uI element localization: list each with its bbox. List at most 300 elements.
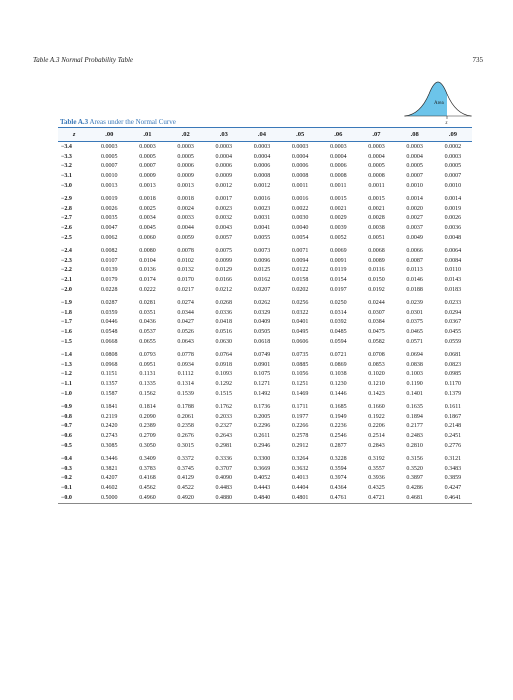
probability-cell: 0.0548 — [101, 329, 118, 336]
probability-cell: 0.0004 — [406, 153, 423, 160]
probability-cell: 0.1151 — [101, 371, 118, 378]
probability-cell: 0.0012 — [215, 183, 233, 190]
probability-cell: 0.0011 — [368, 183, 385, 190]
probability-cell: 0.0003 — [330, 143, 347, 150]
probability-cell: 0.1977 — [291, 413, 309, 420]
probability-cell: 0.1271 — [253, 381, 271, 388]
probability-cell: 0.0006 — [291, 163, 309, 170]
probability-cell: 0.3483 — [444, 465, 462, 472]
probability-cell: 0.1492 — [253, 391, 271, 398]
probability-cell: 0.0427 — [177, 319, 194, 326]
probability-cell: 0.2912 — [291, 443, 309, 449]
probability-cell: 0.0307 — [368, 309, 385, 316]
probability-cell: 0.0192 — [368, 287, 385, 294]
probability-cell: 0.0089 — [368, 257, 385, 264]
probability-cell: 0.0934 — [177, 361, 194, 368]
table-caption-text: Areas under the Normal Curve — [88, 118, 176, 126]
probability-cell: 0.2981 — [215, 443, 233, 449]
column-header-z: z — [58, 128, 90, 142]
z-axis-label: z — [445, 121, 448, 126]
probability-cell: 0.0032 — [215, 215, 233, 222]
area-label: Area — [434, 101, 444, 106]
probability-cell: 0.0505 — [253, 329, 271, 336]
probability-cell: 0.0007 — [406, 173, 423, 180]
probability-cell: 0.0537 — [139, 329, 156, 336]
column-header: .07 — [357, 128, 395, 142]
probability-cell: 0.0985 — [444, 371, 462, 378]
probability-cell: 0.0033 — [177, 215, 194, 222]
table-body — [58, 142, 472, 504]
table-row — [58, 223, 472, 233]
z-value-cell: −1.7 — [61, 319, 72, 326]
probability-cell: 0.1788 — [177, 403, 194, 410]
probability-cell: 0.0071 — [291, 247, 309, 254]
z-value-cell: −3.4 — [61, 143, 72, 150]
probability-cell: 0.3446 — [101, 455, 118, 462]
probability-cell: 0.1075 — [253, 371, 271, 378]
probability-cell: 0.4920 — [167, 493, 205, 503]
probability-cell: 0.0003 — [101, 143, 118, 150]
probability-cell: 0.3192 — [368, 455, 385, 462]
probability-cell: 0.0436 — [139, 319, 156, 326]
probability-cell: 0.0023 — [215, 205, 233, 212]
probability-cell: 0.0401 — [291, 319, 309, 326]
probability-cell: 0.0630 — [215, 339, 233, 346]
probability-cell: 0.0250 — [330, 299, 347, 306]
probability-cell: 0.0154 — [330, 277, 347, 284]
column-header: .02 — [167, 128, 205, 142]
probability-cell: 0.0014 — [406, 195, 423, 202]
probability-cell: 0.3121 — [444, 455, 462, 462]
probability-cell: 0.0013 — [177, 183, 194, 190]
probability-cell: 0.0197 — [330, 287, 347, 294]
z-value-cell: −1.8 — [61, 309, 72, 316]
table-row — [58, 431, 472, 441]
probability-cell: 0.0024 — [177, 205, 194, 212]
z-value-cell: −0.4 — [61, 455, 72, 462]
page-header — [33, 56, 483, 70]
probability-cell: 0.4247 — [444, 485, 462, 492]
probability-cell: 0.0146 — [406, 277, 423, 284]
probability-cell: 0.4483 — [215, 485, 233, 492]
probability-cell: 0.0066 — [406, 247, 423, 254]
column-header: .00 — [90, 128, 128, 142]
probability-cell: 0.4801 — [281, 493, 319, 503]
probability-cell: 0.2266 — [291, 423, 309, 430]
probability-cell: 0.0183 — [444, 287, 462, 294]
z-value-cell: −0.0 — [58, 493, 90, 503]
probability-cell: 0.0110 — [444, 267, 462, 274]
probability-cell: 0.1251 — [291, 381, 309, 388]
probability-cell: 0.0021 — [368, 205, 385, 212]
probability-cell: 0.4404 — [291, 485, 309, 492]
probability-cell: 0.0359 — [101, 309, 118, 316]
probability-cell: 0.0003 — [444, 153, 462, 160]
probability-cell: 0.0030 — [291, 215, 309, 222]
probability-cell: 0.0764 — [215, 351, 233, 358]
probability-cell: 0.1038 — [330, 371, 347, 378]
probability-cell: 0.2676 — [177, 433, 194, 440]
probability-cell: 0.1660 — [368, 403, 385, 410]
probability-cell: 0.2061 — [177, 413, 194, 420]
probability-cell: 0.4168 — [139, 475, 156, 482]
probability-cell: 0.0069 — [330, 247, 347, 254]
probability-cell: 0.0038 — [368, 225, 385, 232]
table-row — [58, 464, 472, 474]
probability-cell: 0.0158 — [291, 277, 309, 284]
probability-cell: 0.0068 — [368, 247, 385, 254]
probability-cell: 0.0582 — [368, 339, 385, 346]
z-value-cell: −2.1 — [61, 277, 72, 284]
probability-cell: 0.0132 — [177, 267, 194, 274]
probability-cell: 0.0011 — [292, 183, 309, 190]
table-row — [58, 191, 472, 204]
probability-cell: 0.0010 — [101, 173, 118, 180]
probability-cell: 0.0043 — [215, 225, 233, 232]
probability-cell: 0.0179 — [101, 277, 118, 284]
z-value-cell: −1.9 — [61, 299, 72, 306]
probability-cell: 0.3594 — [330, 465, 347, 472]
probability-cell: 0.2033 — [215, 413, 233, 420]
probability-cell: 0.0344 — [177, 309, 194, 316]
probability-cell: 0.0004 — [368, 153, 385, 160]
page-number: 735 — [472, 56, 483, 64]
probability-cell: 0.0367 — [444, 319, 462, 326]
probability-cell: 0.2119 — [101, 413, 118, 420]
probability-cell: 0.0019 — [444, 205, 462, 212]
probability-cell: 0.0023 — [253, 205, 271, 212]
probability-cell: 0.0006 — [330, 163, 347, 170]
probability-cell: 0.0455 — [444, 329, 462, 336]
probability-cell: 0.0008 — [291, 173, 309, 180]
probability-cell: 0.0129 — [215, 267, 233, 274]
probability-cell: 0.0918 — [215, 361, 233, 368]
z-value-cell: −0.6 — [61, 433, 72, 440]
probability-cell: 0.2776 — [444, 443, 462, 449]
probability-cell: 0.0708 — [368, 351, 385, 358]
probability-cell: 0.0418 — [215, 319, 233, 326]
z-value-cell: −2.7 — [61, 215, 72, 222]
probability-cell: 0.2946 — [253, 443, 271, 449]
probability-cell: 0.0735 — [291, 351, 309, 358]
probability-cell: 0.3669 — [253, 465, 271, 472]
probability-cell: 0.2877 — [330, 443, 347, 449]
probability-cell: 0.0139 — [101, 267, 118, 274]
probability-cell: 0.0655 — [139, 339, 156, 346]
probability-cell: 0.0384 — [368, 319, 385, 326]
z-value-cell: −0.9 — [61, 403, 72, 410]
probability-cell: 0.0202 — [291, 287, 309, 294]
probability-cell: 0.0010 — [444, 183, 462, 190]
probability-cell: 0.0004 — [330, 153, 347, 160]
probability-cell: 0.0571 — [406, 339, 423, 346]
probability-cell: 0.0721 — [330, 351, 347, 358]
probability-cell: 0.0869 — [330, 361, 347, 368]
column-header: .08 — [396, 128, 434, 142]
probability-cell: 0.0823 — [444, 361, 462, 368]
probability-cell: 0.3336 — [215, 455, 233, 462]
column-header: .06 — [319, 128, 357, 142]
probability-cell: 0.0301 — [406, 309, 423, 316]
probability-cell: 0.1020 — [368, 371, 385, 378]
probability-cell: 0.2236 — [330, 423, 347, 430]
probability-cell: 0.1685 — [330, 403, 347, 410]
probability-cell: 0.0016 — [253, 195, 271, 202]
probability-cell: 0.1949 — [330, 413, 347, 420]
probability-cell: 0.0228 — [101, 287, 118, 294]
probability-cell: 0.0122 — [291, 267, 309, 274]
probability-cell: 0.0015 — [330, 195, 347, 202]
probability-cell: 0.0495 — [291, 329, 309, 336]
probability-cell: 0.0007 — [444, 173, 462, 180]
table-row — [58, 379, 472, 389]
probability-cell: 0.0022 — [291, 205, 309, 212]
probability-cell: 0.2090 — [139, 413, 156, 420]
shaded-area — [405, 82, 447, 116]
page-title: Table A.3 Normal Probability Table — [33, 56, 134, 64]
probability-cell: 0.4013 — [291, 475, 309, 482]
z-value-cell: −0.5 — [61, 443, 72, 449]
probability-cell: 0.0618 — [253, 339, 271, 346]
column-header: .01 — [128, 128, 166, 142]
probability-cell: 0.2420 — [101, 423, 118, 430]
probability-cell: 0.0021 — [330, 205, 347, 212]
probability-cell: 0.2483 — [406, 433, 423, 440]
probability-cell: 0.0217 — [177, 287, 194, 294]
probability-cell: 0.0102 — [177, 257, 194, 264]
probability-cell: 0.0003 — [139, 143, 156, 150]
probability-cell: 0.0055 — [253, 235, 271, 242]
probability-cell: 0.1335 — [139, 381, 156, 388]
z-value-cell: −1.3 — [61, 361, 72, 368]
probability-cell: 0.0084 — [444, 257, 462, 264]
z-value-cell: −2.8 — [61, 205, 72, 212]
probability-cell: 0.3859 — [444, 475, 462, 482]
probability-cell: 0.0170 — [177, 277, 194, 284]
table-row — [58, 389, 472, 399]
probability-cell: 0.0838 — [406, 361, 423, 368]
probability-cell: 0.0322 — [291, 309, 309, 316]
z-value-cell: −2.3 — [61, 257, 72, 264]
probability-cell: 0.0005 — [444, 163, 462, 170]
probability-cell: 0.0003 — [215, 143, 233, 150]
probability-cell: 0.0119 — [330, 267, 347, 274]
probability-cell: 0.2358 — [177, 423, 194, 430]
table-row — [58, 412, 472, 422]
probability-cell: 0.1635 — [406, 403, 423, 410]
probability-cell: 0.1379 — [444, 391, 462, 398]
probability-cell: 0.0060 — [139, 235, 156, 242]
probability-cell: 0.0045 — [139, 225, 156, 232]
probability-cell: 0.0256 — [291, 299, 309, 306]
probability-cell: 0.0003 — [368, 143, 385, 150]
probability-cell: 0.0694 — [406, 351, 423, 358]
probability-cell: 0.0025 — [139, 205, 156, 212]
probability-cell: 0.0047 — [101, 225, 118, 232]
probability-cell: 0.0054 — [291, 235, 309, 242]
probability-cell: 0.0040 — [291, 225, 309, 232]
probability-cell: 0.3557 — [368, 465, 385, 472]
probability-cell: 0.4880 — [205, 493, 243, 503]
probability-cell: 0.0516 — [215, 329, 233, 336]
probability-cell: 0.1762 — [215, 403, 233, 410]
probability-cell: 0.0082 — [101, 247, 118, 254]
table-row — [58, 142, 472, 152]
probability-cell: 0.0262 — [253, 299, 271, 306]
z-value-cell: −3.1 — [61, 173, 72, 180]
probability-cell: 0.2296 — [253, 423, 271, 430]
normal-curve-figure — [403, 78, 473, 126]
probability-cell: 0.0026 — [444, 215, 462, 222]
probability-cell: 0.3085 — [101, 443, 118, 449]
probability-cell: 0.0013 — [101, 183, 118, 190]
z-value-cell: −1.4 — [61, 351, 72, 358]
probability-cell: 0.0064 — [444, 247, 462, 254]
probability-cell: 0.2148 — [444, 423, 462, 430]
probability-cell: 0.0057 — [215, 235, 233, 242]
table-row — [58, 483, 472, 493]
probability-cell: 0.1170 — [444, 381, 462, 388]
probability-cell: 0.0015 — [368, 195, 385, 202]
z-value-cell: −0.7 — [61, 423, 72, 430]
column-header: .03 — [205, 128, 243, 142]
probability-cell: 0.0009 — [215, 173, 233, 180]
probability-cell: 0.0011 — [330, 183, 347, 190]
probability-cell: 0.4761 — [319, 493, 357, 503]
probability-cell: 0.1093 — [215, 371, 233, 378]
z-value-cell: −2.5 — [61, 235, 72, 242]
table-row — [58, 347, 472, 360]
z-value-cell: −1.6 — [61, 329, 72, 336]
probability-cell: 0.0016 — [291, 195, 309, 202]
probability-cell: 0.4286 — [406, 485, 423, 492]
probability-cell: 0.0207 — [253, 287, 271, 294]
probability-cell: 0.0007 — [139, 163, 156, 170]
probability-cell: 0.4721 — [357, 493, 395, 503]
probability-cell: 0.0951 — [139, 361, 156, 368]
probability-cell: 0.0162 — [253, 277, 271, 284]
probability-cell: 0.2743 — [101, 433, 118, 440]
probability-cell: 0.0901 — [253, 361, 271, 368]
probability-cell: 0.2611 — [253, 433, 271, 440]
probability-cell: 0.0013 — [139, 183, 156, 190]
table-row — [58, 337, 472, 347]
probability-cell: 0.0113 — [406, 267, 423, 274]
probability-cell: 0.1210 — [368, 381, 385, 388]
probability-cell: 0.0019 — [101, 195, 118, 202]
probability-cell: 0.0010 — [406, 183, 423, 190]
probability-cell: 0.0329 — [253, 309, 271, 316]
z-value-cell: −1.1 — [61, 381, 72, 388]
table-row — [58, 422, 472, 432]
probability-cell: 0.0681 — [444, 351, 462, 358]
probability-cell: 0.1401 — [406, 391, 423, 398]
probability-cell: 0.0039 — [330, 225, 347, 232]
probability-cell: 0.0008 — [253, 173, 271, 180]
probability-cell: 0.0778 — [177, 351, 194, 358]
probability-cell: 0.0475 — [368, 329, 385, 336]
table-row — [58, 441, 472, 451]
z-value-cell: −3.3 — [61, 153, 72, 160]
z-value-cell: −1.0 — [61, 391, 72, 398]
probability-cell: 0.0049 — [406, 235, 423, 242]
probability-cell: 0.4129 — [177, 475, 194, 482]
probability-cell: 0.0004 — [253, 153, 271, 160]
probability-cell: 0.1131 — [139, 371, 156, 378]
probability-cell: 0.3050 — [139, 443, 156, 449]
probability-cell: 0.2177 — [406, 423, 423, 430]
probability-cell: 0.0078 — [177, 247, 194, 254]
probability-cell: 0.2514 — [368, 433, 385, 440]
table-row — [58, 295, 472, 308]
probability-cell: 0.2206 — [368, 423, 385, 430]
table-row — [58, 162, 472, 172]
probability-cell: 0.3821 — [101, 465, 118, 472]
probability-cell: 0.1539 — [177, 391, 194, 398]
probability-cell: 0.1423 — [368, 391, 385, 398]
probability-cell: 0.1841 — [101, 403, 118, 410]
z-value-cell: −0.8 — [61, 413, 72, 420]
probability-cell: 0.3409 — [139, 455, 156, 462]
probability-cell: 0.4364 — [330, 485, 347, 492]
z-value-cell: −1.2 — [61, 371, 72, 378]
probability-cell: 0.0174 — [139, 277, 156, 284]
probability-cell: 0.0375 — [406, 319, 423, 326]
probability-cell: 0.3264 — [291, 455, 309, 462]
probability-cell: 0.0222 — [139, 287, 156, 294]
table-header-row — [58, 128, 472, 142]
z-value-cell: −2.0 — [61, 287, 72, 294]
probability-cell: 0.0020 — [406, 205, 423, 212]
probability-cell: 0.1357 — [101, 381, 118, 388]
table-row — [58, 233, 472, 243]
probability-cell: 0.0281 — [139, 299, 156, 306]
probability-cell: 0.1469 — [291, 391, 309, 398]
probability-cell: 0.0409 — [253, 319, 271, 326]
probability-cell: 0.1314 — [177, 381, 194, 388]
probability-cell: 0.0005 — [177, 153, 194, 160]
column-header: .04 — [243, 128, 281, 142]
probability-cell: 0.0059 — [177, 235, 194, 242]
probability-cell: 0.2546 — [330, 433, 347, 440]
table-row — [58, 399, 472, 412]
probability-cell: 0.1003 — [406, 371, 423, 378]
z-value-cell: −0.1 — [61, 485, 72, 492]
probability-cell: 0.0808 — [101, 351, 118, 358]
probability-cell: 0.0853 — [368, 361, 385, 368]
probability-cell: 0.0188 — [406, 287, 423, 294]
probability-cell: 0.0392 — [330, 319, 347, 326]
probability-cell: 0.0239 — [406, 299, 423, 306]
table-row — [58, 474, 472, 484]
probability-cell: 0.0668 — [101, 339, 118, 346]
probability-cell: 0.3228 — [330, 455, 347, 462]
z-value-cell: −0.2 — [61, 475, 72, 482]
probability-cell: 0.0018 — [177, 195, 194, 202]
probability-cell: 0.0749 — [253, 351, 271, 358]
probability-cell: 0.1867 — [444, 413, 462, 420]
z-value-cell: −0.3 — [61, 465, 72, 472]
probability-cell: 0.1056 — [291, 371, 309, 378]
probability-cell: 0.3156 — [406, 455, 423, 462]
probability-cell: 0.1112 — [177, 371, 194, 378]
probability-cell: 0.4641 — [434, 493, 472, 503]
z-value-cell: −3.2 — [61, 163, 72, 170]
z-value-cell: −3.0 — [61, 183, 72, 190]
z-value-cell: −2.2 — [61, 267, 72, 274]
table-row — [58, 275, 472, 285]
probability-cell: 0.0026 — [101, 205, 118, 212]
